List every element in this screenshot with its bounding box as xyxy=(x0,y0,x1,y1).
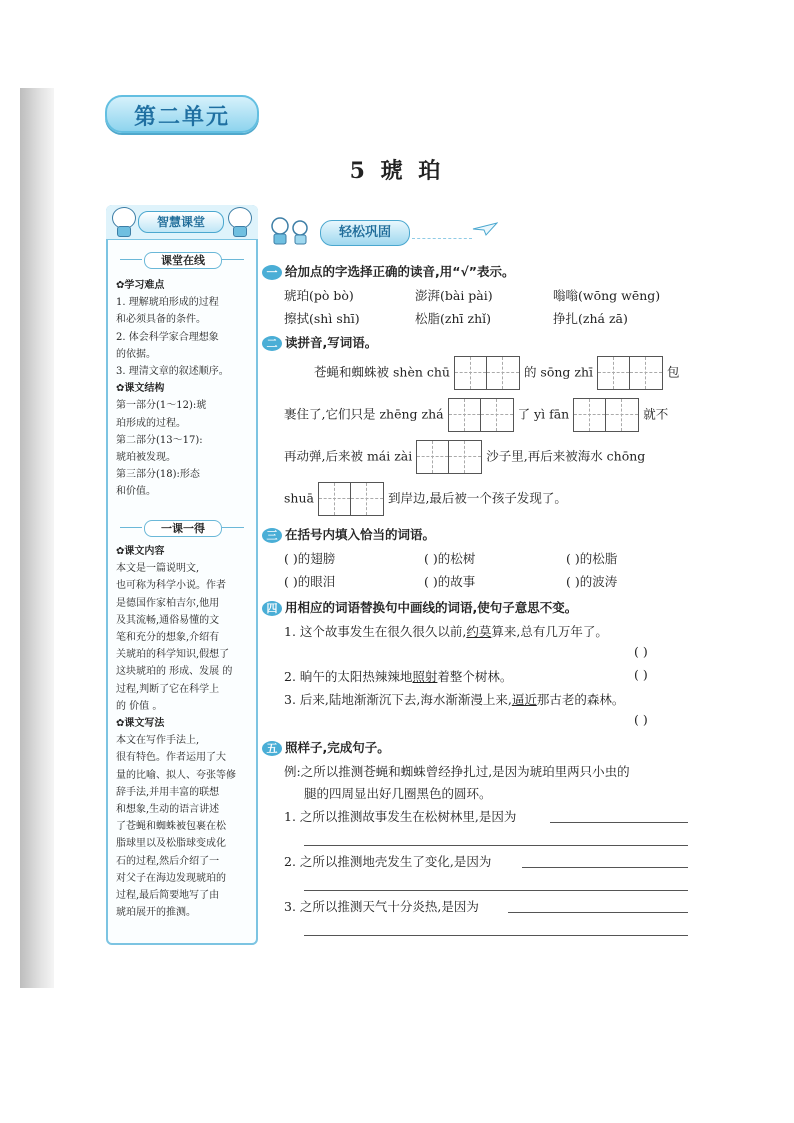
pinyin-writing-grid[interactable] xyxy=(318,482,384,516)
q5-item: 3. 之所以推测天气十分炎热,是因为 xyxy=(284,899,479,914)
q2-line-2 xyxy=(284,398,668,432)
structure-line: 珀形成的过程。 xyxy=(116,417,186,429)
writing-line: 和想象,生动的语言讲述 xyxy=(116,804,220,816)
q2-text: shuā xyxy=(284,490,314,506)
question-3-heading xyxy=(262,525,435,543)
q4-sentence-2 xyxy=(284,667,512,685)
difficulty-line: 3. 理清文章的叙述顺序。 xyxy=(116,366,229,378)
q2-line-1 xyxy=(314,356,680,390)
writing-line: 量的比喻、拟人、夸张等修 xyxy=(116,769,236,781)
answer-line[interactable] xyxy=(304,890,688,891)
q4-answer-paren[interactable]: ( ) xyxy=(634,712,648,727)
content-line: 是德国作家柏吉尔,他用 xyxy=(116,597,220,609)
section-title-yike: 一课一得 xyxy=(116,519,248,537)
writing-line: 本文在写作手法上, xyxy=(116,735,200,747)
q2-line-3 xyxy=(284,440,645,474)
underlined-word: 约莫 xyxy=(466,624,492,639)
content-heading: ✿课文内容 xyxy=(116,546,165,557)
question-3-text: 在括号内填入恰当的词语。 xyxy=(285,527,436,542)
answer-line[interactable] xyxy=(508,912,688,913)
question-number-badge: 五 xyxy=(262,741,282,756)
difficulty-heading: ✿学习难点 xyxy=(116,280,165,291)
question-number-badge: 二 xyxy=(262,336,282,351)
q1-option[interactable]: 松脂(zhī zhǐ) xyxy=(415,311,491,326)
dashed-trail xyxy=(412,238,472,240)
q1-option[interactable]: 琥珀(pò bò) xyxy=(284,288,354,303)
pinyin-writing-grid[interactable] xyxy=(416,440,482,474)
content-line: 关琥珀的科学知识,假想了 xyxy=(116,649,230,661)
q2-line-4 xyxy=(284,482,567,516)
cartoon-kids-icon xyxy=(266,212,318,248)
q2-text: 的 sōng zhī xyxy=(523,364,594,380)
q5-item: 2. 之所以推测地壳发生了变化,是因为 xyxy=(284,854,492,869)
underlined-word: 照射 xyxy=(412,669,438,684)
q4-sentence-3 xyxy=(284,690,624,708)
content-line: 也可称为科学小说。作者 xyxy=(116,580,226,592)
content-line: 这块琥珀的 形成、发展 的 xyxy=(116,666,233,678)
answer-line[interactable] xyxy=(304,935,688,936)
sidebar-content-block xyxy=(116,543,252,921)
content-line: 本文是一篇说明文, xyxy=(116,563,200,575)
question-2-heading xyxy=(262,333,377,351)
writing-line: 辞手法,并用丰富的联想 xyxy=(116,786,220,798)
writing-heading: ✿课文写法 xyxy=(116,718,165,730)
structure-line: 琥珀被发现。 xyxy=(116,452,176,464)
lesson-title: 5 琥 珀 xyxy=(349,158,445,184)
question-5-text: 照样子,完成句子。 xyxy=(285,740,390,755)
q1-option[interactable]: 嗡嗡(wōng wēng) xyxy=(553,288,661,303)
writing-line: 琥珀展开的推测。 xyxy=(116,907,196,919)
q4-text: 着整个树林。 xyxy=(437,669,513,684)
pinyin-writing-grid[interactable] xyxy=(573,398,639,432)
unit-banner xyxy=(105,95,259,133)
sidebar-header xyxy=(106,205,258,240)
section-banner xyxy=(262,212,712,250)
pinyin-writing-grid[interactable] xyxy=(454,356,520,390)
question-number-badge: 四 xyxy=(262,601,282,616)
content-line: 的 价值 。 xyxy=(116,700,163,712)
q1-option[interactable]: 挣扎(zhá zā) xyxy=(553,311,628,326)
q2-text: 再动弹,后来被 mái zài xyxy=(284,448,413,464)
sidebar-header-label: 智慧课堂 xyxy=(138,211,224,233)
question-5-heading xyxy=(262,738,390,756)
q3-blank[interactable]: ( )的翅膀 xyxy=(284,551,336,566)
q4-text: 算来,总有几万年了。 xyxy=(491,624,608,639)
section-title-ketang: 课堂在线 xyxy=(116,251,248,269)
writing-line: 很有特色。作者运用了大 xyxy=(116,752,226,764)
paper-plane-icon xyxy=(472,222,498,236)
q3-blank[interactable]: ( )的故事 xyxy=(424,574,476,589)
q4-text: 1. 这个故事发生在很久很久以前, xyxy=(284,624,467,639)
pinyin-writing-grid[interactable] xyxy=(448,398,514,432)
difficulty-line: 的依据。 xyxy=(116,348,156,360)
answer-line[interactable] xyxy=(550,822,688,823)
writing-line: 过程,最后简要地写了由 xyxy=(116,890,220,902)
sidebar-panel xyxy=(106,205,258,945)
q4-answer-paren[interactable]: ( ) xyxy=(634,644,648,659)
structure-line: 第二部分(13～17): xyxy=(116,434,203,446)
sidebar-learning-block xyxy=(116,277,252,501)
q2-text: 就不 xyxy=(643,406,669,422)
q3-blank[interactable]: ( )的松脂 xyxy=(566,551,618,566)
writing-line: 石的过程,然后介绍了一 xyxy=(116,855,220,867)
content-line: 及其流畅,通俗易懂的文 xyxy=(116,614,220,626)
difficulty-line: 2. 体会科学家合理想象 xyxy=(116,331,219,343)
answer-line[interactable] xyxy=(522,867,688,868)
writing-line: 了苍蝇和蜘蛛被包裹在松 xyxy=(116,821,226,833)
difficulty-line: 和必须具备的条件。 xyxy=(116,314,206,326)
page-edge-shadow xyxy=(20,88,54,988)
question-2-text: 读拼音,写词语。 xyxy=(285,335,378,350)
q3-blank[interactable]: ( )的眼泪 xyxy=(284,574,336,589)
content-line: 过程,判断了它在科学上 xyxy=(116,683,220,695)
structure-line: 第三部分(18):形态 xyxy=(116,469,200,481)
structure-line: 和价值。 xyxy=(116,486,156,498)
q2-text: 了 yì fān xyxy=(517,406,570,422)
q2-text: 到岸边,最后被一个孩子发现了。 xyxy=(387,490,567,506)
q2-text: 苍蝇和蜘蛛被 shèn chū xyxy=(314,364,450,380)
q1-option[interactable]: 澎湃(bài pài) xyxy=(415,288,493,303)
cartoon-kid-icon xyxy=(110,207,136,235)
writing-line: 脂球里以及松脂球变成化 xyxy=(116,838,226,850)
question-1-text: 给加点的字选择正确的读音,用“√”表示。 xyxy=(285,264,515,279)
section-banner-label: 轻松巩固 xyxy=(320,220,410,246)
answer-line[interactable] xyxy=(304,845,688,846)
q2-text: 包 xyxy=(666,364,680,380)
q5-example-line: 例:之所以推测苍蝇和蜘蛛曾经挣扎过,是因为琥珀里两只小虫的 xyxy=(284,764,630,779)
q4-text: 3. 后来,陆地渐渐沉下去,海水渐渐漫上来, xyxy=(284,692,512,707)
q5-item: 1. 之所以推测故事发生在松树林里,是因为 xyxy=(284,809,517,824)
difficulty-line: 1. 理解琥珀形成的过程 xyxy=(116,297,219,309)
writing-line: 对父子在海边发现琥珀的 xyxy=(116,872,226,884)
q3-blank[interactable]: ( )的波涛 xyxy=(566,574,618,589)
structure-heading: ✿课文结构 xyxy=(116,383,165,395)
q4-sentence-1 xyxy=(284,622,608,640)
content-line: 笔和充分的想象,介绍有 xyxy=(116,632,220,644)
q1-option[interactable]: 擦拭(shì shī) xyxy=(284,311,360,326)
q4-text: 那古老的森林。 xyxy=(536,692,625,707)
question-number-badge: 一 xyxy=(262,265,282,280)
question-1-heading xyxy=(262,262,515,280)
q4-answer-paren[interactable]: ( ) xyxy=(634,667,648,682)
structure-line: 第一部分(1～12):琥 xyxy=(116,400,207,412)
q5-example-line: 腿的四周显出好几圈黑色的圆环。 xyxy=(304,786,492,801)
q3-blank[interactable]: ( )的松树 xyxy=(424,551,476,566)
q2-text: 裹住了,它们只是 zhēng zhá xyxy=(284,406,444,422)
q2-text: 沙子里,再后来被海水 chōng xyxy=(486,448,646,464)
q4-text: 2. 晌午的太阳热辣辣地 xyxy=(284,669,413,684)
question-4-heading xyxy=(262,598,577,616)
cartoon-kid-icon xyxy=(226,207,252,235)
question-4-text: 用相应的词语替换句中画线的词语,使句子意思不变。 xyxy=(285,600,578,615)
unit-banner-text: 第二单元 xyxy=(133,105,230,130)
question-number-badge: 三 xyxy=(262,528,282,543)
underlined-word: 逼近 xyxy=(511,692,537,707)
pinyin-writing-grid[interactable] xyxy=(597,356,663,390)
